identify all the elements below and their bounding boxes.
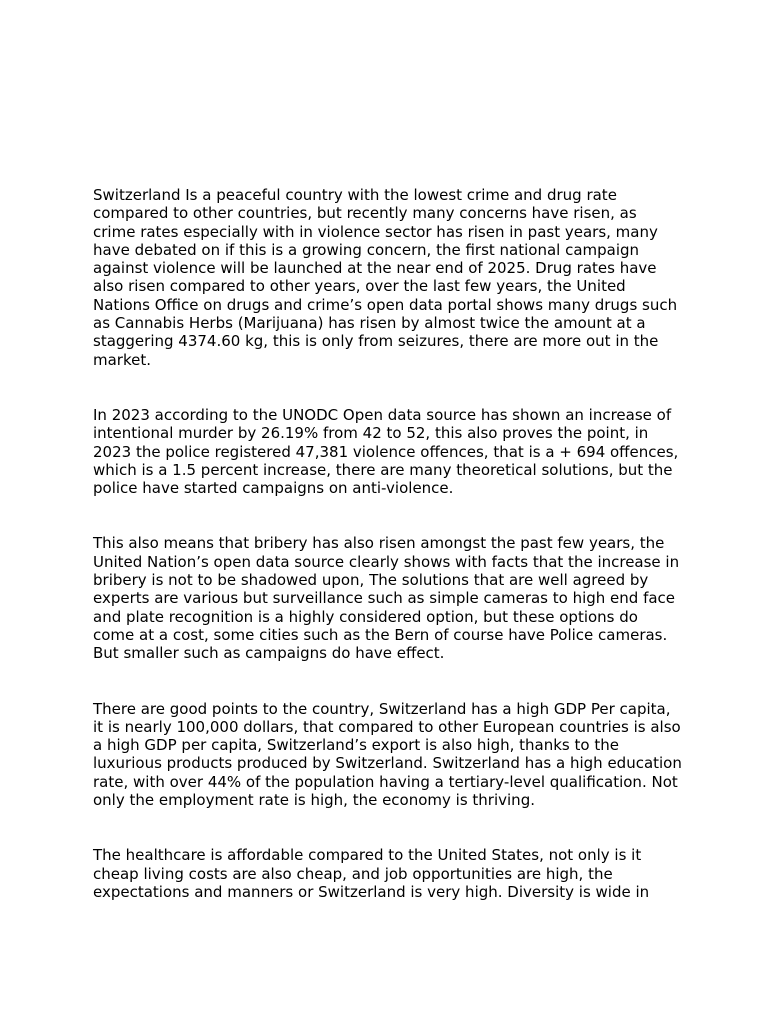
paragraph-crime-drugs: Switzerland Is a peaceful country with the lowest crime and drug rate compared to other countries, but recently many concerns have risen, as crime rates especially with in violence sector has risen in past years, many have debated on if this is a growing concern, the first national campaign against violence will be launched at the near end of 2025. Drug rates have also risen compared to other years, over the last few years, the United Nations Office on drugs and crime’s open data portal shows many drugs such as Cannabis Herbs (Marijuana) has risen by almost twice the amount at a staggering 4374.60 kg, this is only from seizures, there are more out in the market. [93, 186, 678, 369]
paragraph-economy: There are good points to the country, Switzerland has a high GDP Per capita, it is nearly 100,000 dollars, that compared to other European countries is also a high GDP per capita, Switzerland’s export is also high, thanks to the luxurious products produced by Switzerland. Switzerland has a high education rate, with over 44% of the population having a tertiary-level qualification. Not only the employment rate is high, the economy is thriving. [93, 699, 682, 810]
paragraph-bribery: This also means that bribery has also risen amongst the past few years, the United Nation’s open data source clearly shows with facts that the increase in bribery is not to be shadowed upon, The solutions that are well agreed by experts are various but surveillance such as simple cameras to high end face and plate recognition is a highly considered option, but these options do come at a cost, some cities such as the Bern of course have Police cameras. But smaller such as campaigns do have effect. [93, 534, 680, 663]
paragraph-healthcare: The healthcare is affordable compared to the United States, not only is it cheap living costs are also cheap, and job opportunities are high, the expectations and manners or Switzerland is very high. Diversity is wide in [93, 846, 650, 901]
document-body [93, 186, 683, 938]
paragraph-murder-violence: In 2023 according to the UNODC Open data source has shown an increase of intentional murder by 26.19% from 42 to 52, this also proves the point, in 2023 the police registered 47,381 violence offences, that is a + 694 offences, which is a 1.5 percent increase, there are many theoretical solutions, but the police have started campaigns on anti-violence. [93, 405, 679, 498]
